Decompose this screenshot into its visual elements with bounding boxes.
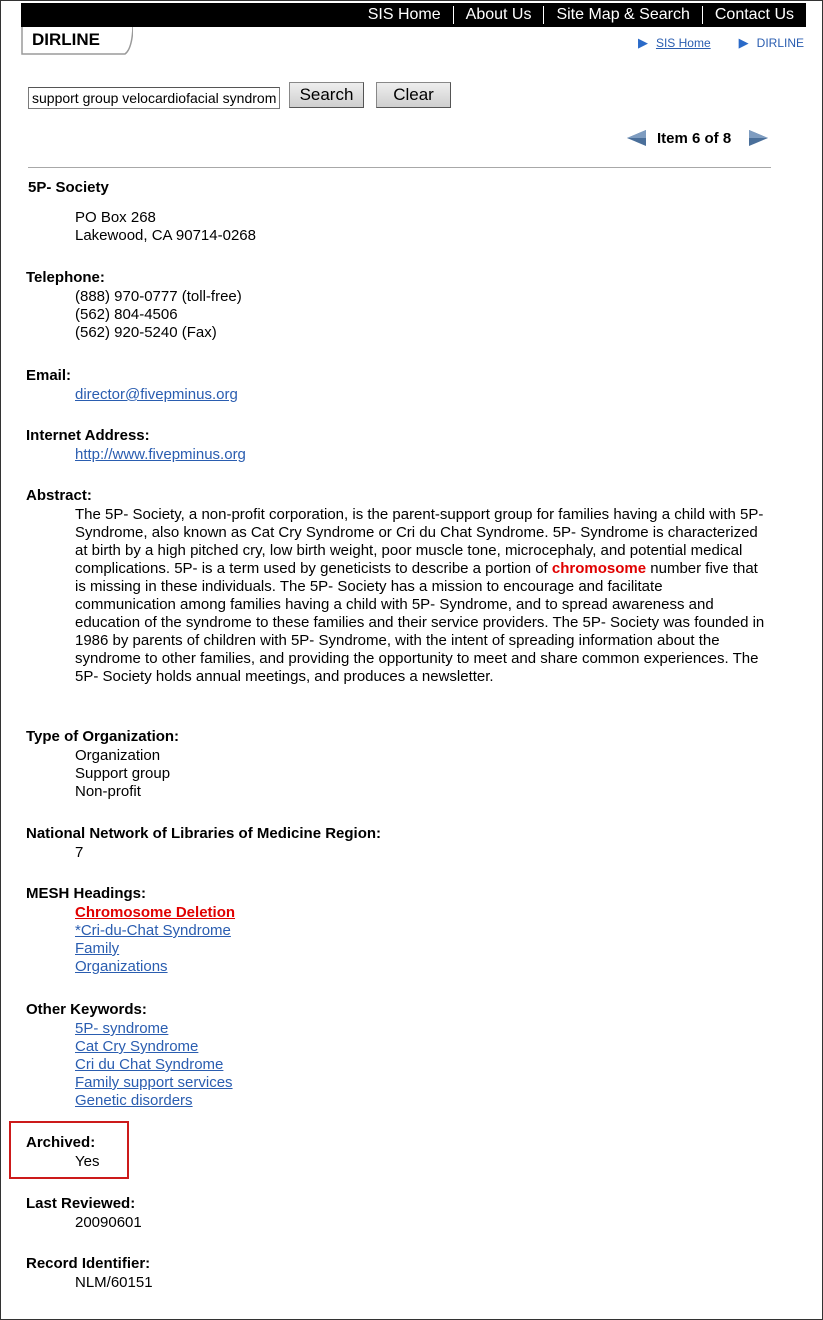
mesh-heading: MESH Headings: (26, 885, 147, 902)
type-item: Non-profit (75, 783, 141, 800)
dirline-link[interactable]: DIRLINE (756, 36, 804, 50)
record-identifier-value: NLM/60151 (75, 1274, 153, 1291)
type-list (75, 747, 170, 801)
abstract-part: number five that is missing in these individuals. The 5P- Society has a mission to encourage and facilitate communication among families having a child with 5P- Syndrome, and to spread awareness and education of the syndrome to these families and their service providers. The 5P- Society was founded in 1986 by parents of children with 5P- Syndrome, with the intent of spreading information about the syndrome to other families, and providing the opportunity to meet and share common experiences. The 5P- Society holds annual meetings, and produces a newsletter. (75, 560, 765, 685)
right-links (638, 35, 804, 51)
arrow-right-icon: ▶ (637, 35, 648, 50)
mesh-link[interactable]: Organizations (75, 958, 168, 975)
keyword-link[interactable]: Cat Cry Syndrome (75, 1038, 199, 1055)
type-item: Support group (75, 765, 171, 782)
org-name: 5P- Society (28, 179, 109, 196)
internet-block (75, 446, 246, 464)
nav-site-map-search[interactable]: Site Map & Search (556, 6, 690, 23)
dirline-tab (21, 27, 133, 55)
address-line: PO Box 268 (75, 209, 156, 226)
last-reviewed-heading: Last Reviewed: (26, 1195, 136, 1212)
email-heading: Email: (26, 367, 72, 384)
telephone-heading: Telephone: (26, 269, 105, 286)
archived-heading: Archived: (26, 1134, 96, 1151)
clear-button[interactable]: Clear (376, 82, 451, 108)
sis-home-link[interactable]: SIS Home (655, 36, 711, 50)
type-heading: Type of Organization: (26, 728, 180, 745)
divider (28, 167, 771, 168)
search-input[interactable] (28, 87, 280, 109)
email-block (75, 386, 238, 404)
keyword-link[interactable]: Genetic disorders (75, 1092, 193, 1109)
abstract-part: The 5P- Society, a non-profit corporation, is the parent-support group for families having a child with 5P- Syndrome, also known as Cat Cry Syndrome or Cri du Chat Syndrome. 5P- Syndrome is characterized at birth by a high pitched cry, low birth weight, poor muscle tone, microcephaly, and potential medical complications. 5P- is a term used by geneticists to describe a portion of (75, 506, 764, 577)
type-item: Organization (75, 747, 161, 764)
address-line: Lakewood, CA 90714-0268 (75, 227, 256, 244)
last-reviewed-value: 20090601 (75, 1214, 142, 1231)
highlighted-term: chromosome (551, 560, 647, 577)
mesh-link[interactable]: *Cri-du-Chat Syndrome (75, 922, 231, 939)
keywords-heading: Other Keywords: (26, 1001, 147, 1018)
keywords-list (75, 1020, 233, 1110)
previous-arrow-icon[interactable] (627, 130, 647, 146)
email-link[interactable]: director@fivepminus.org (75, 386, 238, 403)
nav-sis-home[interactable]: SIS Home (367, 6, 441, 23)
telephone-line: (888) 970-0777 (toll-free) (75, 288, 242, 305)
mesh-link[interactable]: Family (75, 940, 120, 957)
website-link[interactable]: http://www.fivepminus.org (75, 446, 246, 463)
region-heading: National Network of Libraries of Medicine Region: (26, 825, 382, 842)
pager (627, 128, 769, 150)
top-nav (21, 3, 806, 27)
internet-heading: Internet Address: (26, 427, 150, 444)
telephone-line: (562) 804-4506 (75, 306, 178, 323)
mesh-link[interactable]: Chromosome Deletion (75, 904, 236, 921)
mesh-list (75, 904, 235, 976)
keyword-link[interactable]: Cri du Chat Syndrome (75, 1056, 224, 1073)
record-identifier-heading: Record Identifier: (26, 1255, 151, 1272)
telephone-line: (562) 920-5240 (Fax) (75, 324, 217, 341)
telephone-list (75, 288, 242, 342)
tab-label: DIRLINE (32, 30, 100, 49)
address (75, 209, 256, 245)
abstract-text (75, 506, 765, 686)
abstract-heading: Abstract: (26, 487, 92, 504)
arrow-right-icon: ▶ (738, 35, 749, 50)
keyword-link[interactable]: 5P- syndrome (75, 1020, 169, 1037)
search-button[interactable]: Search (289, 82, 364, 108)
region-value: 7 (75, 844, 84, 861)
nav-about-us[interactable]: About Us (465, 6, 532, 23)
archived-value: Yes (75, 1153, 100, 1170)
keyword-link[interactable]: Family support services (75, 1074, 233, 1091)
next-arrow-icon[interactable] (749, 130, 769, 146)
pager-label: Item 6 of 8 (657, 130, 732, 147)
nav-contact-us[interactable]: Contact Us (714, 6, 794, 23)
